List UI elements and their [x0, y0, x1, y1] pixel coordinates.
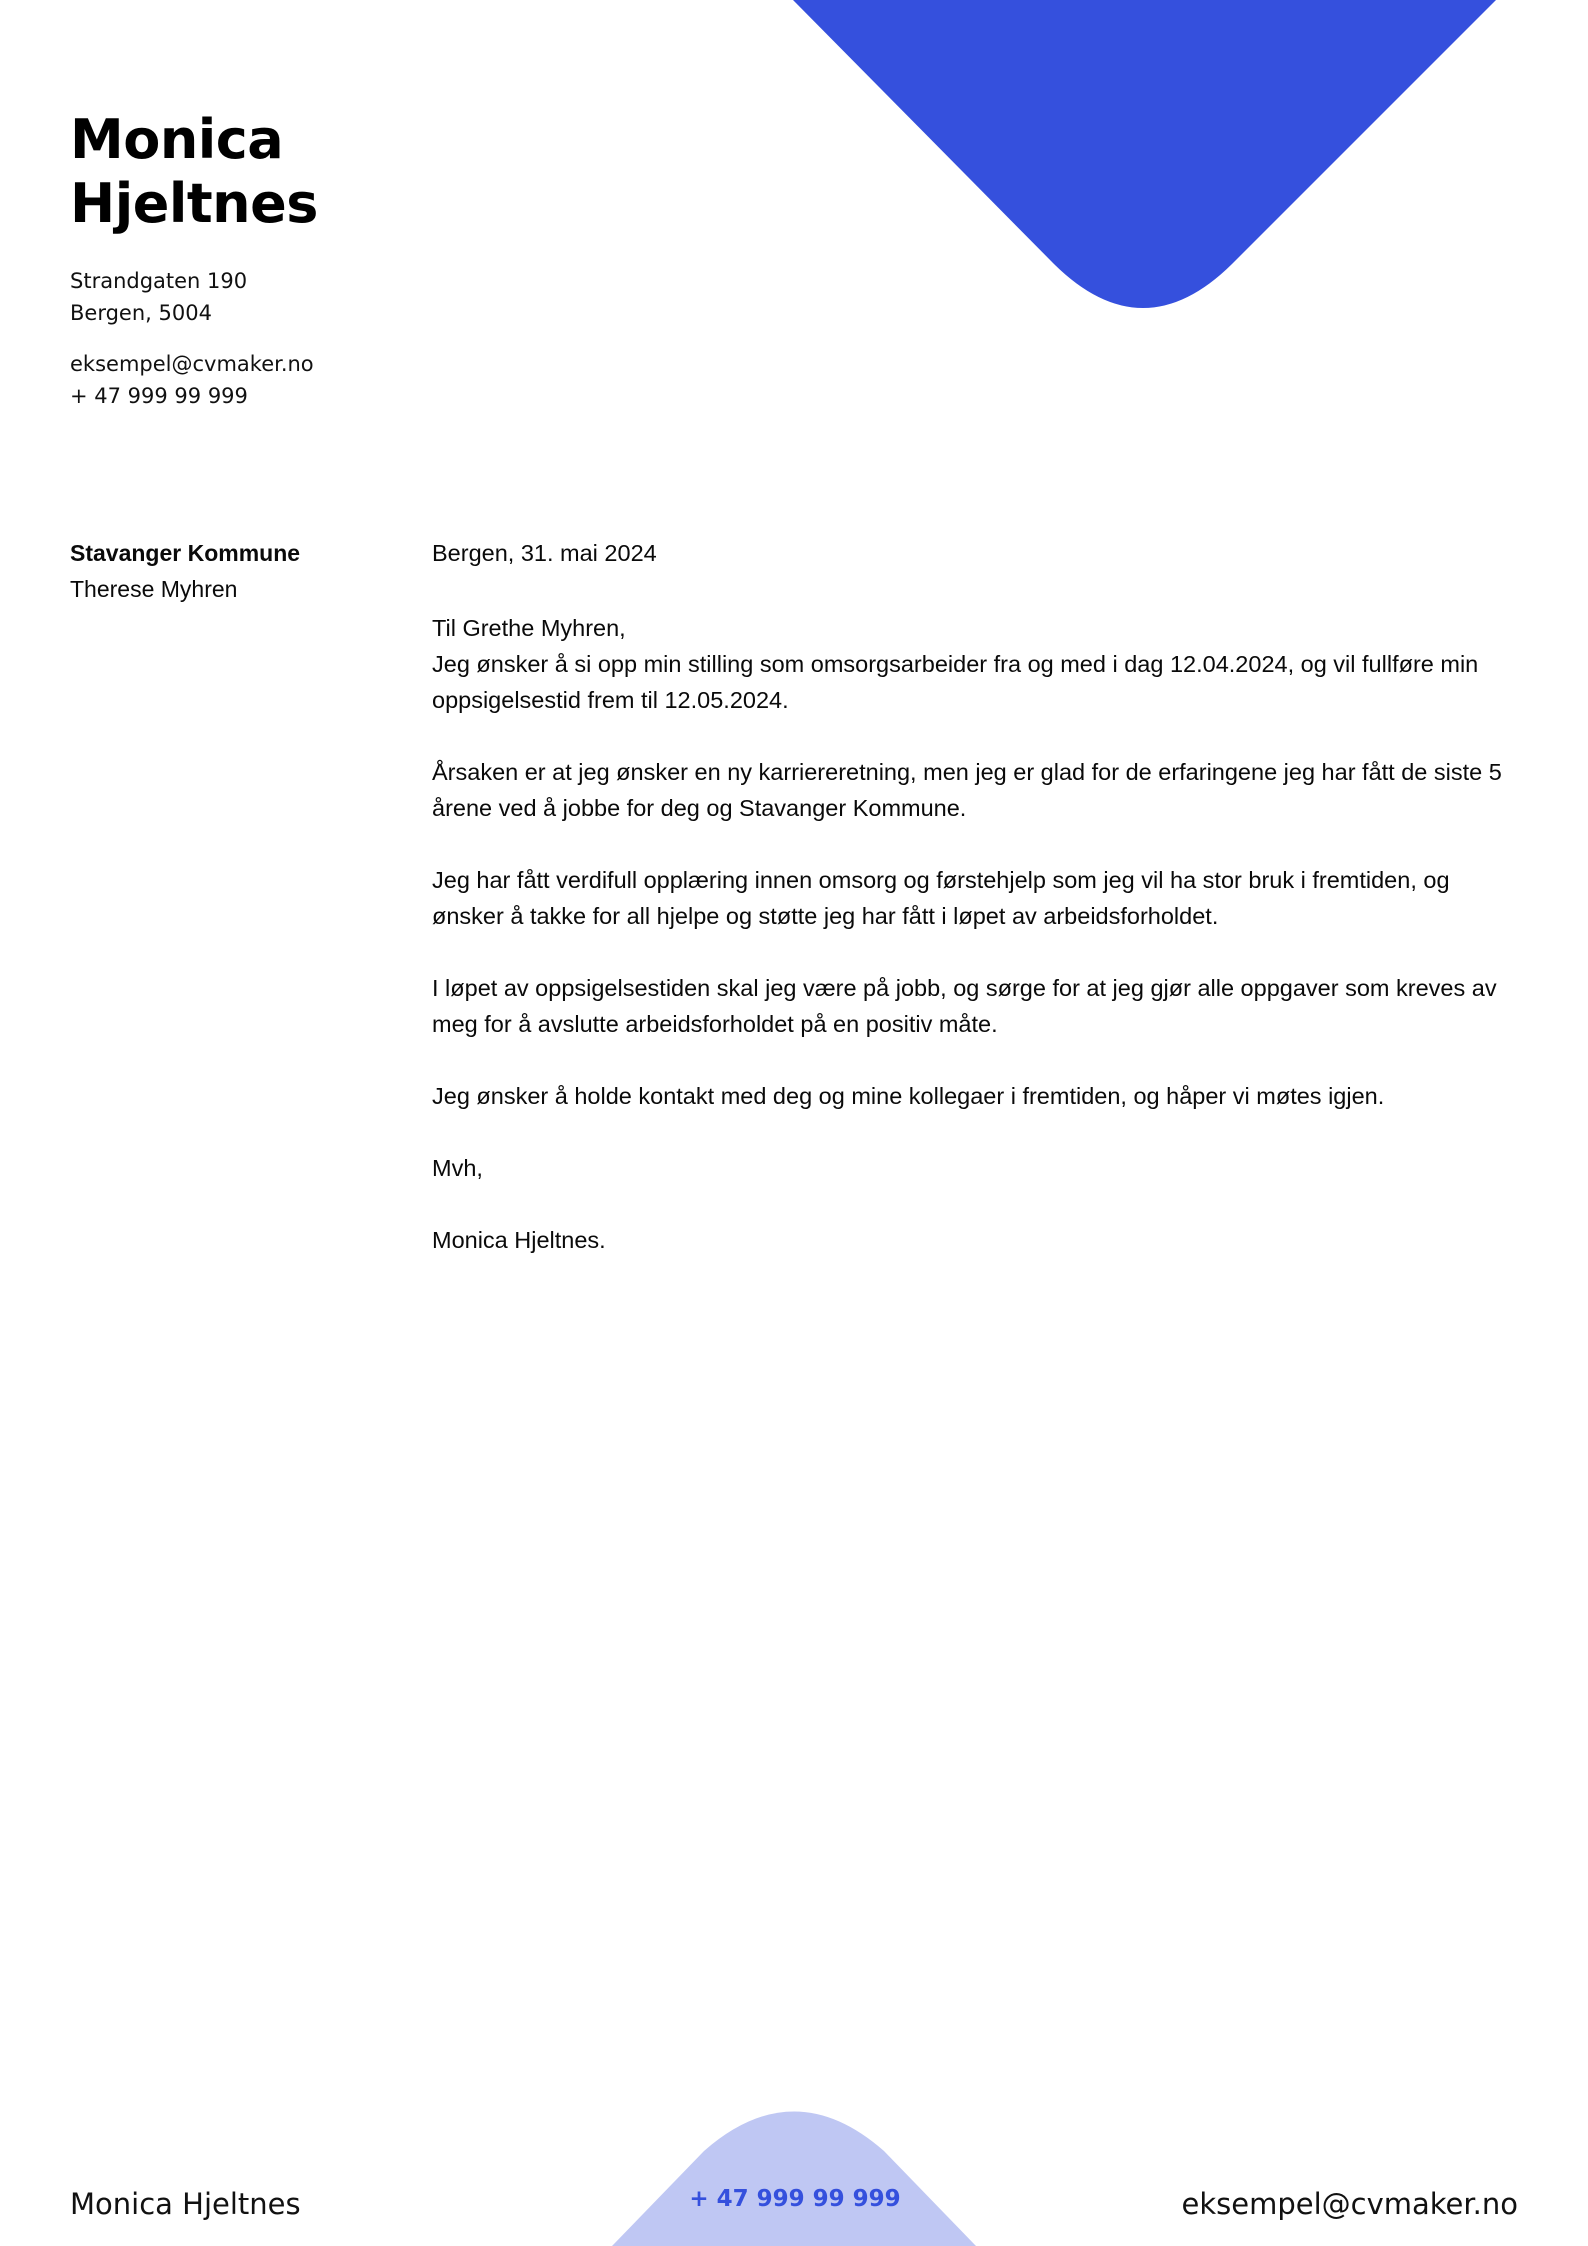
- footer-phone: + 47 999 99 999: [689, 2186, 901, 2212]
- footer-email: eksempel@cvmaker.no: [1181, 2187, 1518, 2221]
- sender-street: Strandgaten 190: [70, 269, 248, 293]
- sender-last-name: Hjeltnes: [70, 172, 318, 235]
- letter-body: [432, 535, 1522, 1258]
- letter-paragraph: Jeg ønsker å si opp min stilling som omsorgsarbeider fra og med i dag 12.04.2024, og vil fullføre min oppsigelsestid frem til 12.05.2024.: [432, 651, 1479, 713]
- recipient-block: [70, 535, 300, 607]
- sender-first-name: Monica: [70, 108, 284, 171]
- sender-contact: [70, 348, 314, 412]
- bottom-decorative-shape: [0, 2100, 1588, 2246]
- recipient-contact: Therese Myhren: [70, 576, 238, 602]
- letter-paragraph: Årsaken er at jeg ønsker en ny karriereretning, men jeg er glad for de erfaringene jeg har fått de siste 5 årene ved å jobbe for deg og Stavanger Kommune.: [432, 759, 1502, 821]
- sender-email: eksempel@cvmaker.no: [70, 352, 314, 376]
- sender-address: [70, 265, 247, 329]
- letter-paragraph: I løpet av oppsigelsestiden skal jeg være på jobb, og sørge for at jeg gjør alle oppgaver som kreves av meg for å avslutte arbeidsforholdet på en positiv måte.: [432, 975, 1497, 1037]
- letter-paragraph: Jeg har fått verdifull opplæring innen omsorg og førstehjelp som jeg vil ha stor bruk i fremtiden, og ønsker å takke for all hjelpe og støtte jeg har fått i løpet av arbeidsforholdet.: [432, 867, 1450, 929]
- recipient-organization: Stavanger Kommune: [70, 540, 301, 566]
- sender-phone: + 47 999 99 999: [70, 384, 248, 408]
- letter-closing: Mvh,: [432, 1155, 483, 1181]
- sender-city: Bergen, 5004: [70, 301, 212, 325]
- letter-greeting: Til Grethe Myhren,: [432, 615, 626, 641]
- letter-signature: Monica Hjeltnes.: [432, 1227, 606, 1253]
- letter-paragraph: Jeg ønsker å holde kontakt med deg og mine kollegaer i fremtiden, og håper vi møtes igjen.: [432, 1083, 1385, 1109]
- footer-name: Monica Hjeltnes: [70, 2187, 301, 2221]
- letter-date: Bergen, 31. mai 2024: [432, 540, 657, 566]
- sender-name: [70, 108, 318, 236]
